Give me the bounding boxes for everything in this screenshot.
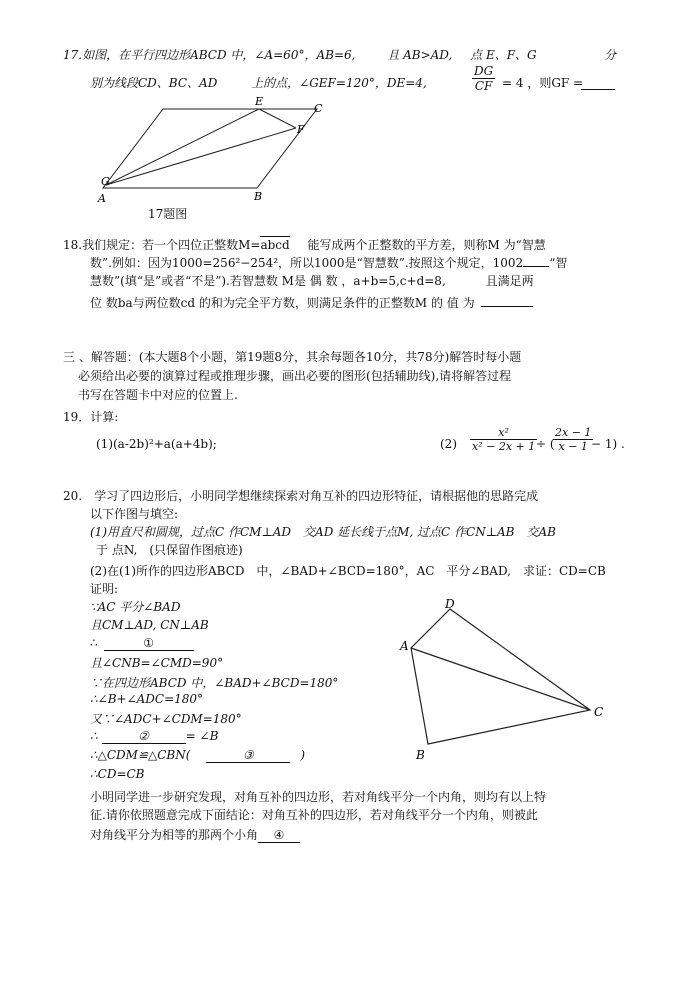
proof-line-2: 且CM⊥AD, CN⊥AB: [90, 618, 209, 632]
q19-title: 19．计算:: [63, 410, 119, 424]
label-A: A: [400, 639, 409, 653]
q20-blank-4: ④: [258, 828, 300, 843]
q18-answer-blank: [481, 295, 533, 307]
q17-figure-caption: 17题图: [148, 207, 188, 221]
q20-conclusion-3: 对角线平分为相等的那两个小角 ④: [90, 826, 300, 843]
segment-eg: [106, 109, 259, 185]
label-C: C: [594, 705, 604, 719]
proof-line-9: ∴△CDM≌△CBN( ③ ): [90, 748, 306, 762]
q20-line3: (1)用直尺和圆规，过点C 作CM⊥AD 交AD 延长线于点M, 过点C 作CN⊥AB 交AB: [90, 525, 556, 539]
label-A: A: [98, 192, 106, 205]
q17-figure: [90, 95, 330, 215]
q19-part1: (1)(a-2b)²+a(a+4b);: [96, 437, 217, 451]
segment-ef: [259, 109, 296, 128]
q19-frac1: x² x² − 2x + 1: [472, 426, 536, 453]
proof-blank-2: ②: [102, 729, 186, 744]
q17-eq-tail: = 4 ，则GF =: [502, 76, 584, 90]
q20-conclusion-1: 小明同学进一步研究发现，对角互补的四边形，若对角线平分一个内角，则均有以上特: [90, 790, 547, 804]
section3-line2: 必须给出必要的演算过程或推理步骤，画出必要的图形(包括辅助线),请将解答过程: [78, 369, 512, 383]
proof-line-7: 又∵∠ADC+∠CDM=180°: [90, 712, 242, 726]
section3-line3: 书写在答题卡中对应的位置上.: [78, 388, 238, 402]
q20-line2: 以下作图与填空:: [90, 507, 179, 521]
quadrilateral-abcd: [411, 609, 590, 744]
q17-fraction: DG CF: [474, 64, 494, 93]
q20-line5: (2)在(1)所作的四边形ABCD 中，∠BAD+∠BCD=180°，AC 平分∠BAD, 求证：CD=CB: [90, 564, 606, 578]
label-B: B: [416, 748, 425, 762]
q17-line1: 17.如图，在平行四边形ABCD 中，∠A=60°，AB=6, 且 AB>AD, 点 E、F、G: [63, 48, 537, 62]
label-F: F: [297, 123, 305, 136]
proof-blank-1: ①: [104, 636, 194, 651]
q18-overline-abcd: abcd: [260, 238, 290, 252]
proof-line-8: ∴ ② = ∠B: [90, 729, 219, 743]
label-G: G: [101, 175, 110, 188]
proof-line-6: ∴∠B+∠ADC=180°: [90, 692, 204, 706]
q19-tail: − 1) .: [591, 437, 625, 451]
label-C: C: [314, 102, 323, 115]
q19-div: ÷ (: [536, 437, 555, 451]
q17-answer-blank: [581, 88, 615, 90]
q18-blank-1: [523, 255, 549, 267]
q20-line4: 于 点N, (只保留作图痕迹): [96, 543, 243, 557]
q18-line3: 慧数”(填“是”或者“不是”).若智慧数 M是 偶 数 ，a+b=5,c+d=8, 且满足两: [90, 274, 534, 288]
proof-line-4: 且∠CNB=∠CMD=90°: [90, 656, 224, 670]
proof-line-1: ∵AC 平分∠BAD: [90, 600, 181, 614]
q19-part2-label: (2): [440, 437, 457, 451]
q19-frac2: 2x − 1 x − 1: [555, 426, 592, 453]
q20-line1: 20. 学习了四边形后，小明同学想继续探索对角互补的四边形特征，请根据他的思路完成: [63, 489, 539, 503]
proof-line-10: ∴CD=CB: [90, 767, 145, 781]
proof-blank-3: ③: [206, 748, 290, 763]
q18-line2: 数”.例如：因为1000=256²−254²，所以1000是“智慧数”.按照这个规定，1002 “智: [90, 256, 568, 270]
q17-line2: 别为线段CD、BC、AD 上的点，∠GEF=120°，DE=4,: [90, 76, 427, 90]
label-D: D: [445, 597, 455, 611]
q20-figure: [398, 596, 618, 766]
label-B: B: [254, 190, 263, 203]
proof-line-3: ∴ ①: [90, 636, 194, 651]
q18-line4: 位 数ba与两位数cd 的和为完全平方数，则满足条件的正整数M 的 值 为: [90, 294, 533, 311]
diagonal-ac: [411, 648, 590, 710]
q18-line1: 18.我们规定：若一个四位正整数M=abcd 能写成两个正整数的平方差，则称M 为“智慧: [63, 238, 546, 252]
q20-conclusion-2: 征.请你依照题意完成下面结论：对角互补的四边形，若对角线平分一个内角，则被此: [90, 808, 538, 822]
section3-line1: 三 、解答题：(本大题8个小题，第19题8分，其余每题各10分，共78分)解答时每小题: [63, 350, 522, 364]
q17-line1-tail: 分: [604, 48, 617, 62]
proof-line-5: ∵在四边形ABCD 中，∠BAD+∠BCD=180°: [90, 676, 339, 690]
segment-gf: [106, 128, 296, 185]
label-E: E: [255, 95, 264, 108]
proof-line-0: 证明:: [90, 582, 119, 596]
